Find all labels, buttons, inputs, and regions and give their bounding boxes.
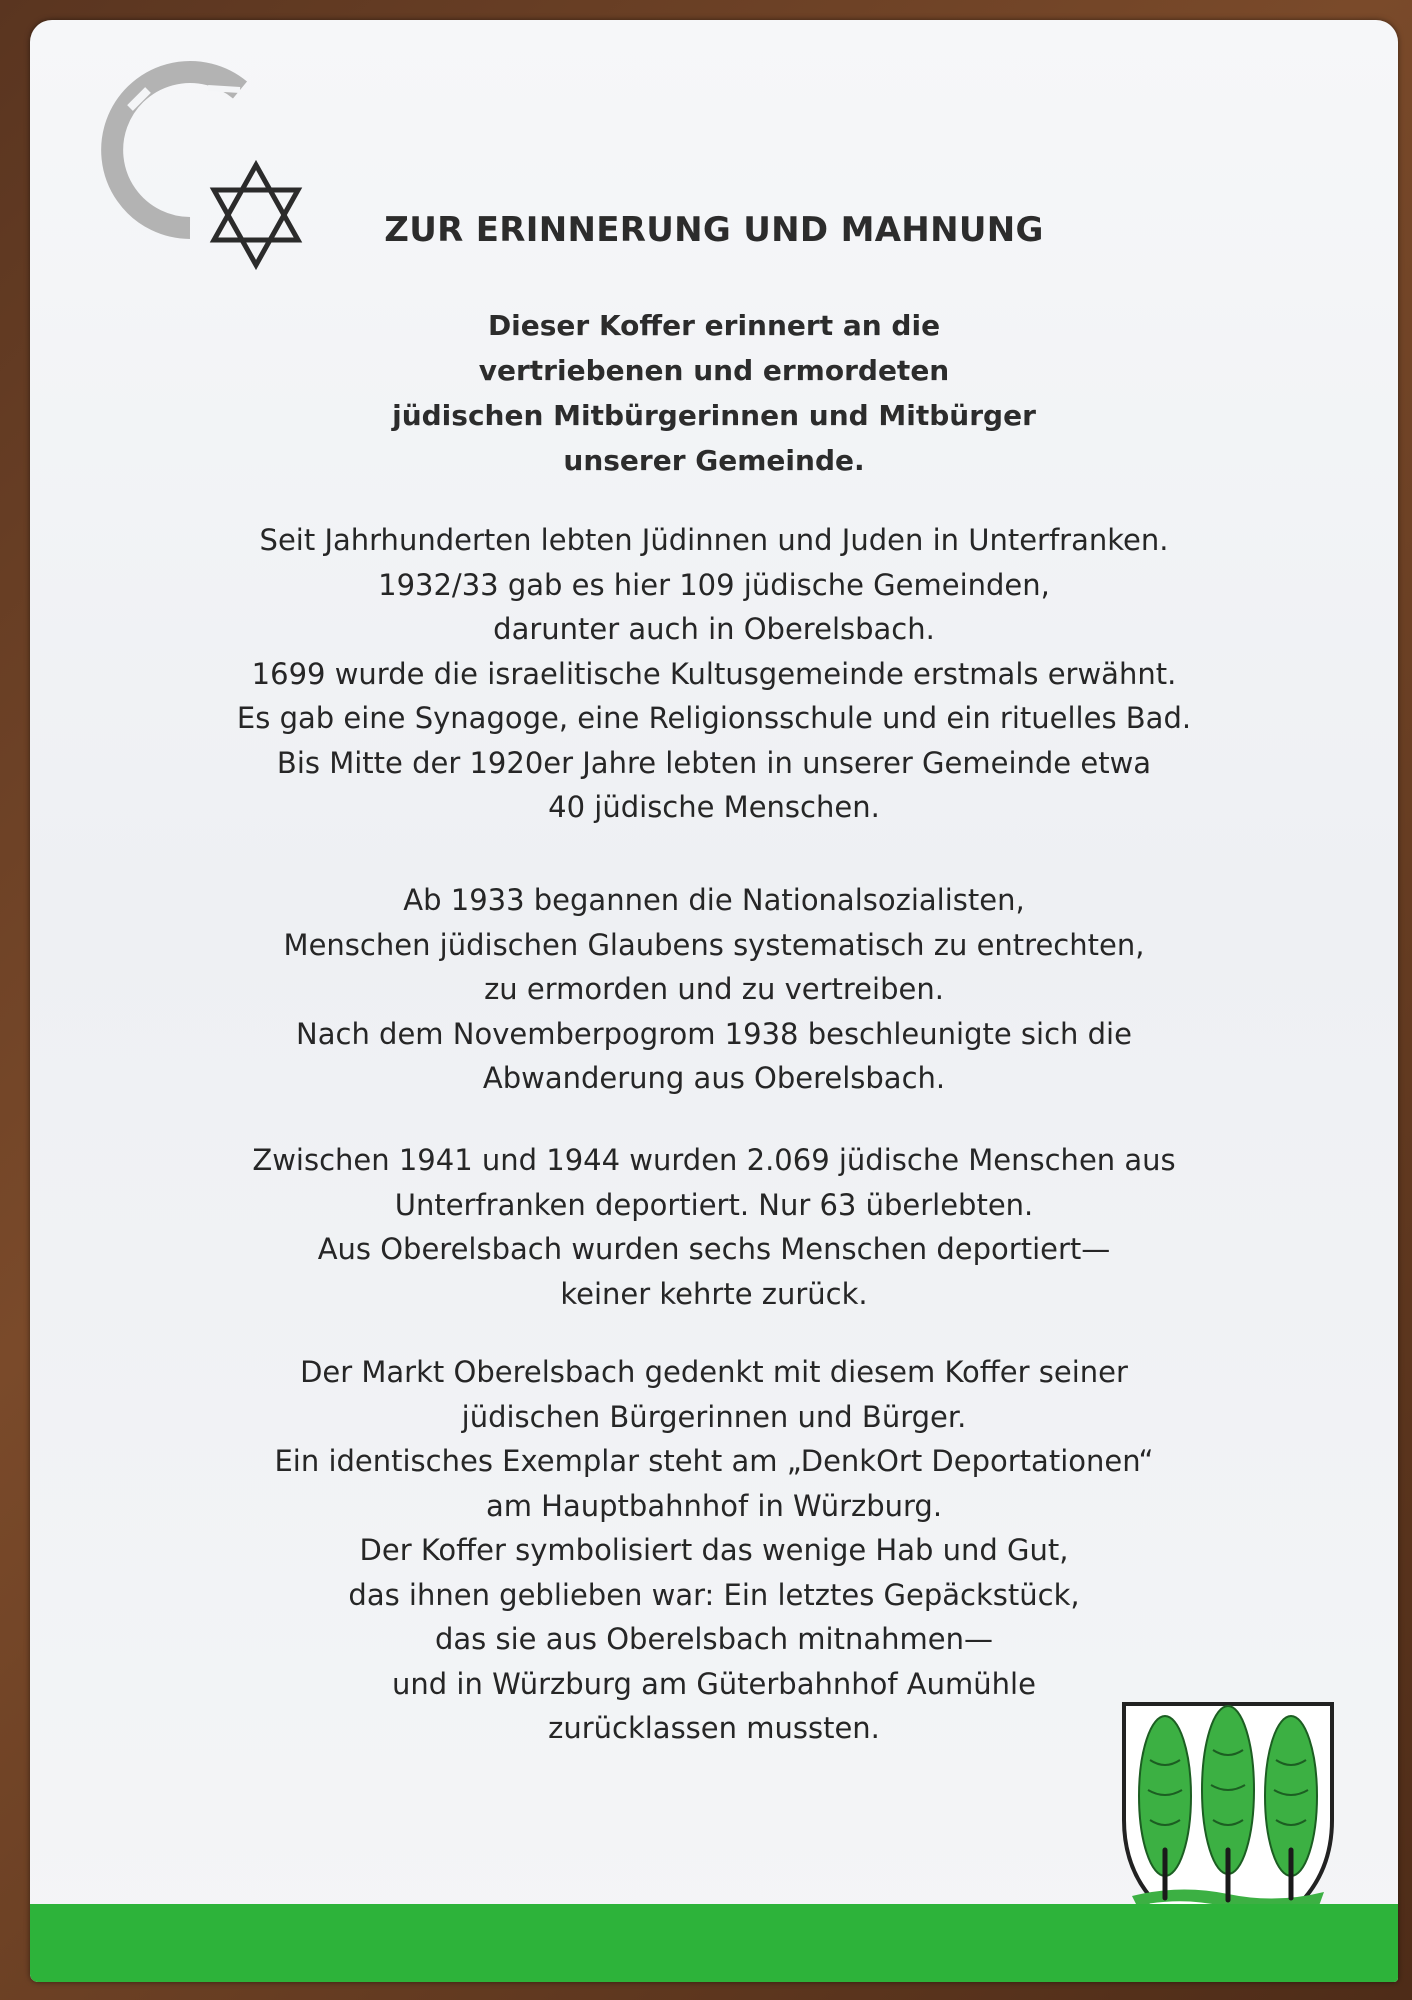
text-line: 40 jüdische Menschen. — [548, 790, 880, 824]
text-line: darunter auch in Oberelsbach. — [493, 612, 935, 646]
text-line: keiner kehrte zurück. — [560, 1276, 868, 1311]
text-line: Menschen jüdischen Glaubens systematisch zu entrechten, — [283, 927, 1145, 962]
paragraph-deportation — [30, 1138, 1398, 1316]
text-line: Unterfranken deportiert. Nur 63 überlebten. — [394, 1187, 1034, 1222]
text-line: 1699 wurde die israelitische Kultusgemeinde erstmals erwähnt. — [251, 656, 1177, 691]
text-line: Der Markt Oberelsbach gedenkt mit diesem Koffer seiner — [300, 1355, 1128, 1389]
page-title: ZUR ERINNERUNG UND MAHNUNG — [384, 210, 1044, 250]
text-line: am Hauptbahnhof in Würzburg. — [485, 1488, 943, 1523]
intro-line: Dieser Koffer erinnert an die — [487, 309, 941, 342]
text-line: das ihnen geblieben war: Ein letztes Gepäckstück, — [348, 1577, 1080, 1612]
text-line: Bis Mitte der 1920er Jahre lebten in unserer Gemeinde etwa — [276, 745, 1152, 780]
text-line: Der Koffer symbolisiert das wenige Hab und Gut, — [359, 1533, 1069, 1567]
text-line: Seit Jahrhunderten lebten Jüdinnen und Juden in Unterfranken. — [259, 523, 1169, 557]
intro-line: jüdischen Mitbürgerinnen und Mitbürger — [392, 399, 1036, 432]
star-of-david-icon — [90, 50, 310, 290]
memorial-plaque — [30, 20, 1398, 1982]
intro-line: vertriebenen und ermordeten — [478, 354, 950, 387]
text-line: Aus Oberelsbach wurden sechs Menschen deportiert— — [317, 1232, 1111, 1266]
text-line: 1932/33 gab es hier 109 jüdische Gemeinden, — [378, 567, 1050, 602]
text-line: Abwanderung aus Oberelsbach. — [482, 1061, 946, 1095]
text-line: und in Würzburg am Güterbahnhof Aumühle — [392, 1666, 1036, 1701]
text-line: jüdischen Bürgerinnen und Bürger. — [461, 1399, 967, 1434]
paragraph-remembrance — [30, 1350, 1398, 1751]
intro-line: unserer Gemeinde. — [563, 444, 865, 477]
text-line: zu ermorden und zu vertreiben. — [484, 972, 944, 1006]
paragraph-persecution — [30, 878, 1398, 1101]
text-line: Zwischen 1941 und 1944 wurden 2.069 jüdische Menschen aus — [252, 1143, 1176, 1177]
paragraph-history — [30, 518, 1398, 830]
text-line: Ab 1933 begannen die Nationalsozialisten, — [403, 883, 1025, 917]
intro-text — [30, 303, 1398, 483]
text-line: das sie aus Oberelsbach mitnahmen— — [435, 1622, 993, 1656]
text-line: zurücklassen mussten. — [548, 1711, 880, 1745]
text-line: Nach dem Novemberpogrom 1938 beschleunigte sich die — [296, 1016, 1132, 1051]
text-line: Ein identisches Exemplar steht am „DenkOrt Deportationen“ — [274, 1444, 1154, 1478]
text-line: Es gab eine Synagoge, eine Religionsschule und ein rituelles Bad. — [236, 701, 1192, 735]
green-footer-bar — [30, 1904, 1398, 1982]
